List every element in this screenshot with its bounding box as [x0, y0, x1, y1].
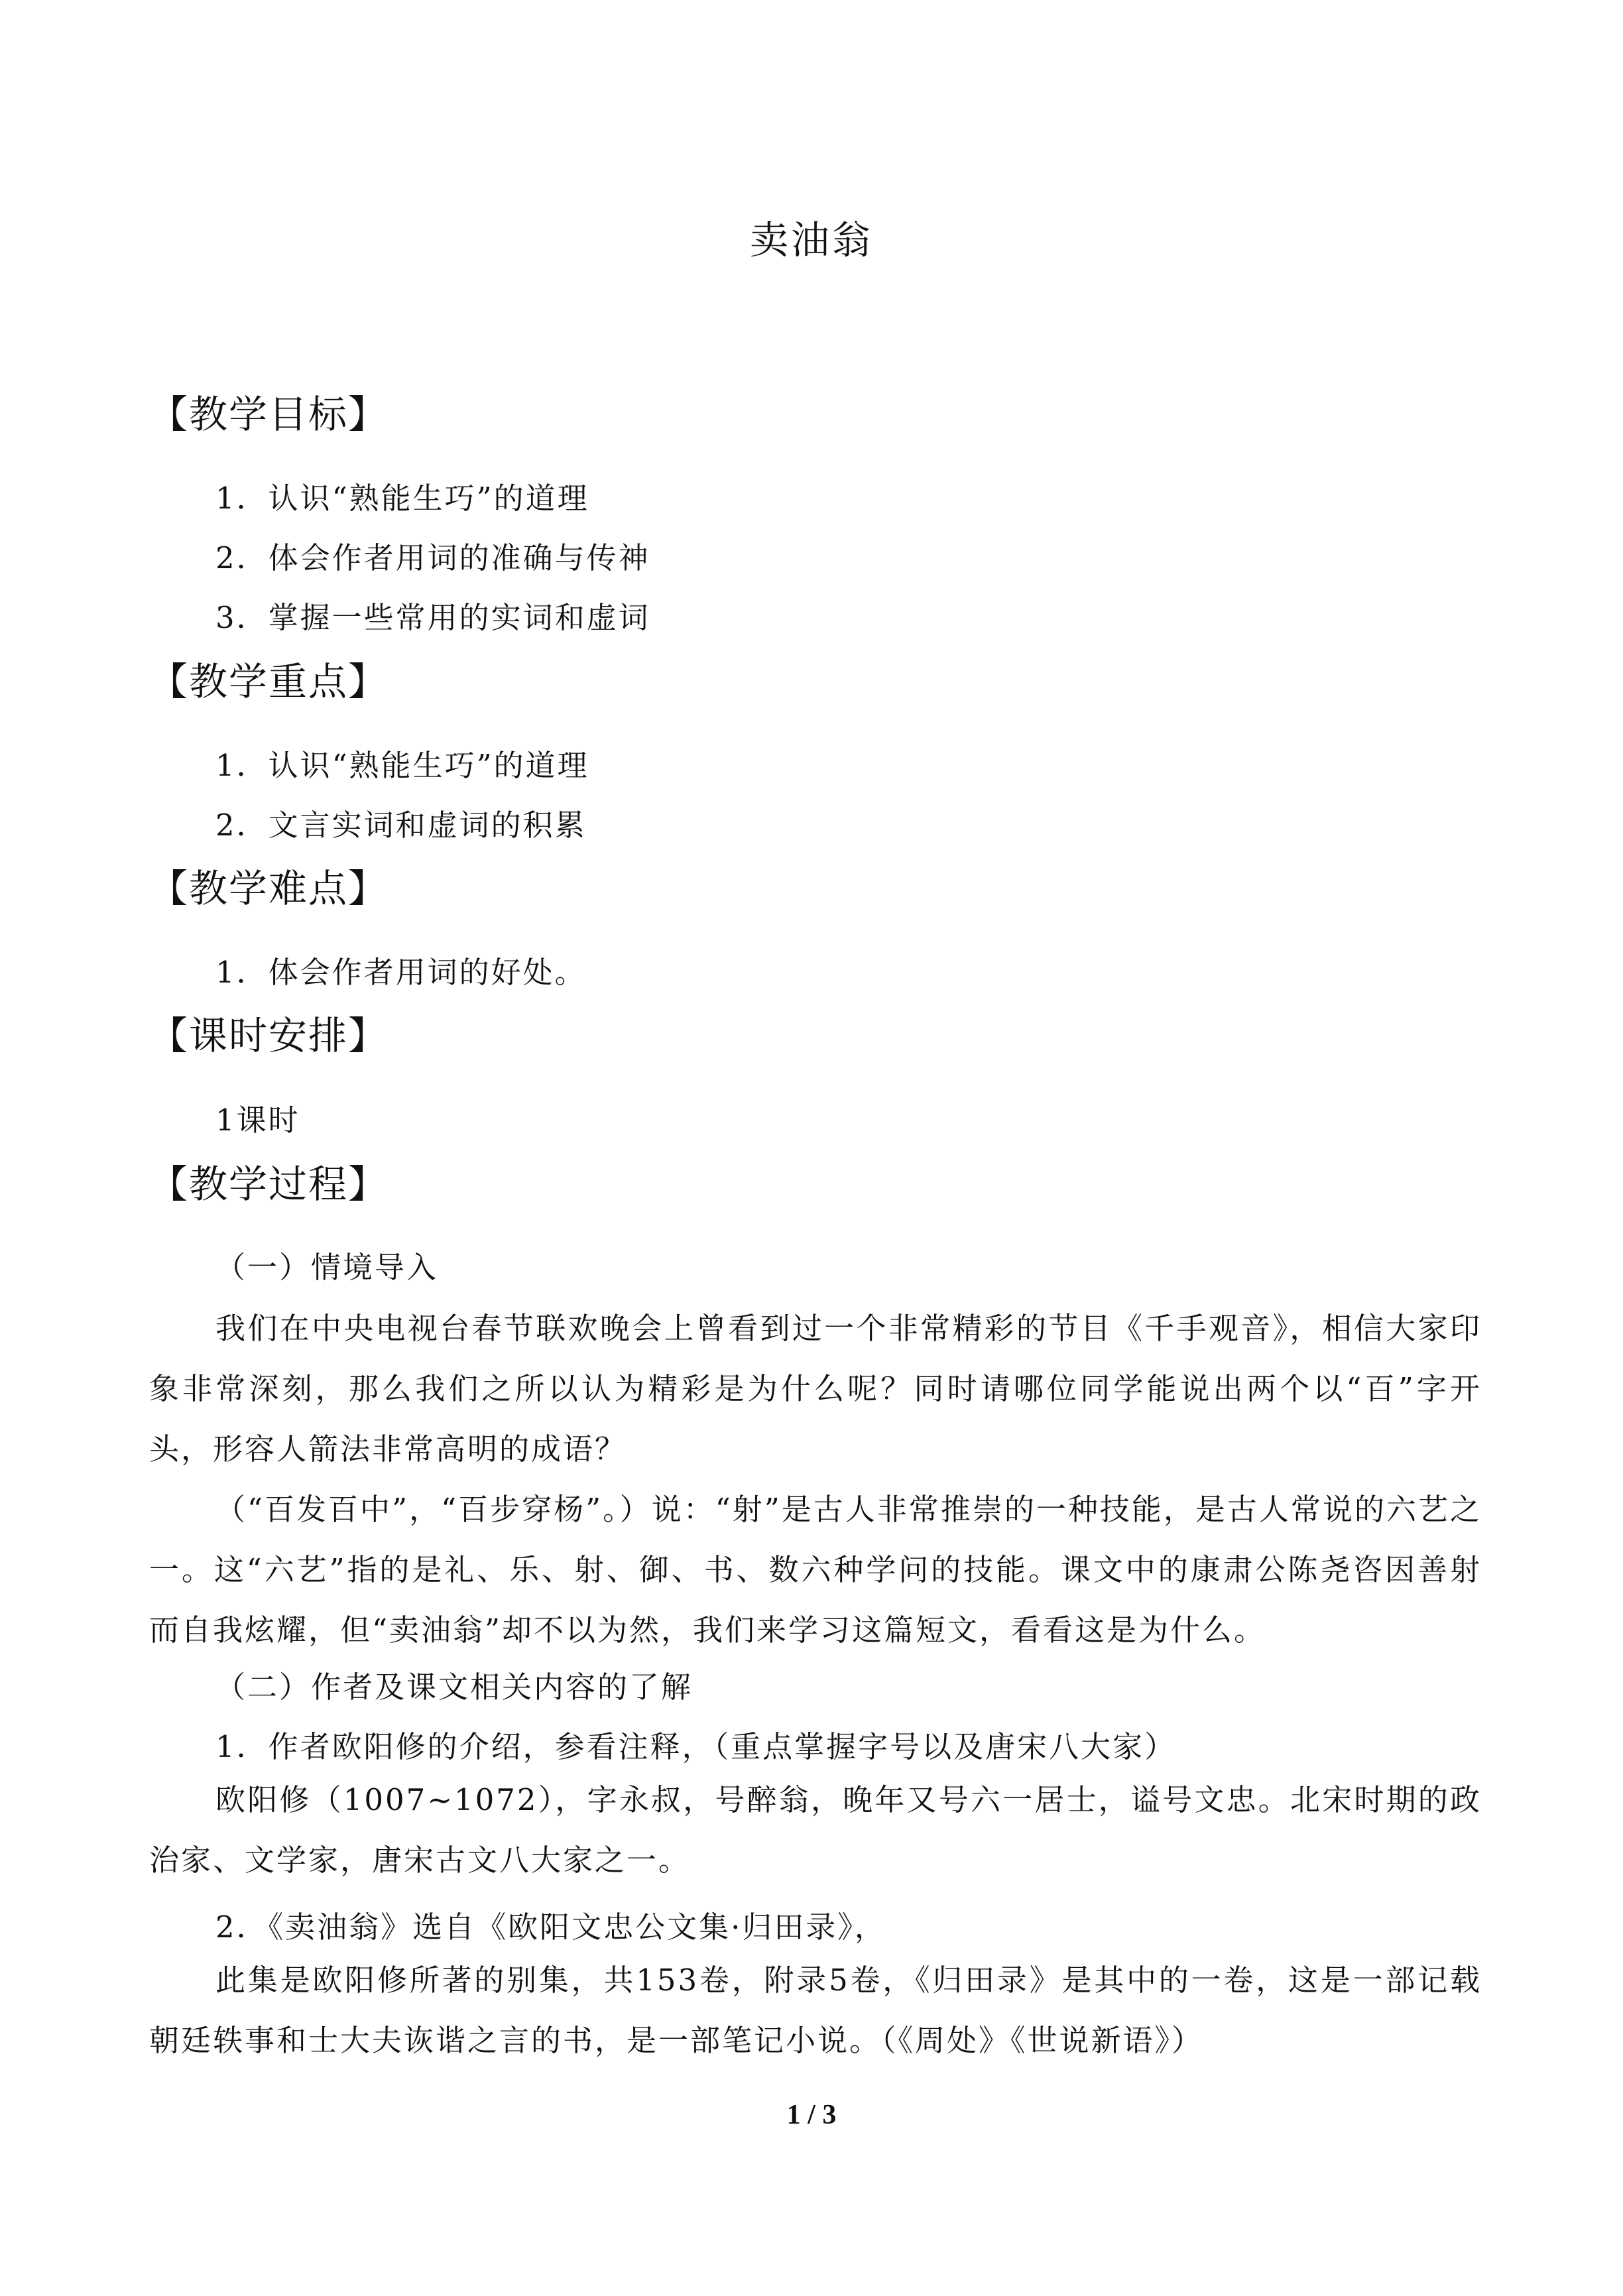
process-part1-paragraph-1: 我们在中央电视台春节联欢晚会上曾看到过一个非常精彩的节目《千手观音》，相信大家印象非常深刻，那么我们之所以认为精彩是为什么呢？同时请哪位同学能说出两个以“百”字开头，形容人箭法非常高明的成语？ — [149, 1311, 1482, 1467]
section-heading-goals: 【教学目标】 — [149, 392, 389, 437]
schedule-item-1: 1课时 — [215, 1103, 300, 1138]
difficulty-item-1: 1．体会作者用词的好处。 — [215, 955, 587, 990]
document-title: 卖油翁 — [749, 217, 873, 263]
process-part2-item-1: 1．作者欧阳修的介绍，参看注释，（重点掌握字号以及唐宋八大家） — [215, 1729, 1177, 1764]
goal-item-3: 3．掌握一些常用的实词和虚词 — [215, 600, 650, 635]
section-heading-schedule: 【课时安排】 — [149, 1013, 389, 1058]
section-heading-difficulties: 【教学难点】 — [149, 866, 389, 911]
page-indicator: 1 / 3 — [786, 2100, 837, 2130]
process-part2-item-2: 2．《卖油翁》选自《欧阳文忠公文集·归田录》， — [215, 1909, 886, 1945]
key-point-item-1: 1．认识“熟能生巧”的道理 — [215, 748, 589, 783]
key-point-item-2: 2．文言实词和虚词的积累 — [215, 808, 587, 843]
process-part2-paragraph-1: 欧阳修（1007~1072），字永叔，号醉翁，晚年又号六一居士，谥号文忠。北宋时期的政治家、文学家，唐宋古文八大家之一。 — [149, 1782, 1482, 1878]
section-heading-process: 【教学过程】 — [149, 1162, 389, 1207]
process-part2-label: （二）作者及课文相关内容的了解 — [215, 1669, 693, 1705]
goal-item-1: 1．认识“熟能生巧”的道理 — [215, 481, 589, 516]
process-part2-paragraph-2: 此集是欧阳修所著的别集，共153卷，附录5卷，《归田录》是其中的一卷，这是一部记载朝廷轶事和士大夫诙谐之言的书，是一部笔记小说。（《周处》《世说新语》） — [149, 1963, 1482, 2058]
process-part1-paragraph-2: （“百发百中”，“百步穿杨”。）说：“射”是古人非常推崇的一种技能，是古人常说的六艺之一。这“六艺”指的是礼、乐、射、御、书、数六种学问的技能。课文中的康肃公陈尧咨因善射而自我炫耀，但“卖油翁”却不以为然，我们来学习这篇短文，看看这是为什么。 — [149, 1492, 1482, 1648]
goal-item-2: 2．体会作者用词的准确与传神 — [215, 540, 650, 575]
process-part1-label: （一）情境导入 — [215, 1250, 439, 1285]
section-heading-key-points: 【教学重点】 — [149, 659, 389, 704]
